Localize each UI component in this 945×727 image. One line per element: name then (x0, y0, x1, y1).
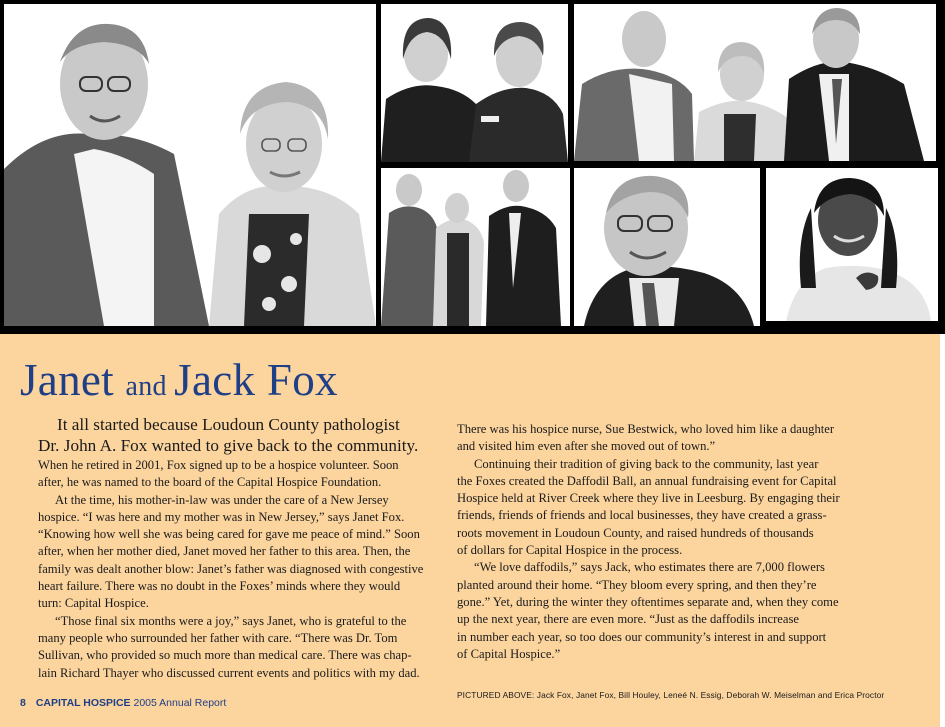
page-number: 8 (20, 697, 26, 709)
body-line: gone.” Yet, during the winter they oftentimes separate and, when they come (457, 594, 839, 609)
body-line: after, he was named to the board of the Capital Hospice Foundation. (38, 475, 382, 490)
photo-strip (0, 0, 945, 334)
right-column (457, 421, 840, 663)
body-line: family was dealt another blow: Janet’s father was diagnosed with congestive (38, 561, 424, 576)
photo-two-women (381, 4, 568, 162)
photo-young-woman (766, 168, 938, 321)
photo-three-people-top (574, 4, 936, 161)
body-line: lain Richard Thayer who discussed current events and politics with my dad. (38, 665, 420, 680)
body-line: At the time, his mother-in-law was under the care of a New Jersey (55, 492, 389, 507)
photo-jack-janet-fox (4, 4, 376, 326)
body-line: after, when her mother died, Janet moved her father to this area. Then, the (38, 544, 411, 559)
footer-report: 2005 Annual Report (130, 697, 227, 709)
body-line: friends, friends of friends and local businesses, they have created a grass- (457, 508, 827, 523)
photo-man-glasses (574, 168, 760, 326)
page-footer (20, 697, 226, 709)
body-line: heart failure. There was no doubt in the Foxes’ minds where they would (38, 579, 401, 594)
body-line: planted around their home. “They bloom every spring, and then they’re (457, 577, 817, 592)
body-line: “Those final six months were a joy,” says Janet, who is grateful to the (55, 613, 407, 628)
page-edge (940, 334, 945, 727)
footer-org: CAPITAL HOSPICE (35, 697, 131, 709)
title-first-name: Janet (20, 355, 126, 405)
body-line: Continuing their tradition of giving back to the community, last year (474, 456, 819, 471)
title-and: and (125, 371, 175, 402)
body-line: “Knowing how well she was being cared for gave me peace of mind.” Soon (38, 527, 420, 542)
body-line: “We love daffodils,” says Jack, who estimates there are 7,000 flowers (474, 560, 825, 575)
lead-paragraph (38, 414, 418, 456)
title-last-name: Jack Fox (174, 355, 338, 405)
body-line: hospice. “I was here and my mother was in New Jersey,” says Janet Fox. (38, 509, 405, 524)
body-line: and visited him even after she moved out of town.” (457, 439, 716, 454)
photo-caption: PICTURED ABOVE: Jack Fox, Janet Fox, Bill Houley, Leneé N. Essig, Deborah W. Meiselman and Erica Proctor (457, 690, 885, 700)
photo-three-people-standing (381, 168, 570, 326)
body-line: roots movement in Loudoun County, and raised hundreds of thousands (457, 525, 814, 540)
body-line: of Capital Hospice.” (457, 646, 561, 661)
body-line: of dollars for Capital Hospice in the process. (457, 543, 683, 558)
lead-line-2: Dr. John A. Fox wanted to give back to the community. (38, 436, 419, 455)
body-line: When he retired in 2001, Fox signed up to be a hospice volunteer. Soon (38, 458, 399, 472)
body-line: turn: Capital Hospice. (38, 596, 149, 611)
body-line: Hospice held at River Creek where they live in Leesburg. By engaging their (457, 491, 840, 506)
left-column (38, 457, 423, 682)
body-line: There was his hospice nurse, Sue Bestwick, who loved him like a daughter (457, 422, 835, 436)
body-line: the Foxes created the Daffodil Ball, an annual fundraising event for Capital (457, 473, 837, 488)
lead-line-1: It all started because Loudoun County pathologist (57, 415, 400, 434)
article-title (20, 354, 338, 413)
body-line: in number each year, so too does our community’s interest in and support (457, 629, 827, 644)
body-line: many people who surrounded her father with care. “There was Dr. Tom (38, 630, 398, 645)
body-line: up the next year, there are even more. “Just as the daffodils increase (457, 612, 799, 627)
body-line: Sullivan, who provided so much more than medical care. There was chap- (38, 648, 412, 663)
